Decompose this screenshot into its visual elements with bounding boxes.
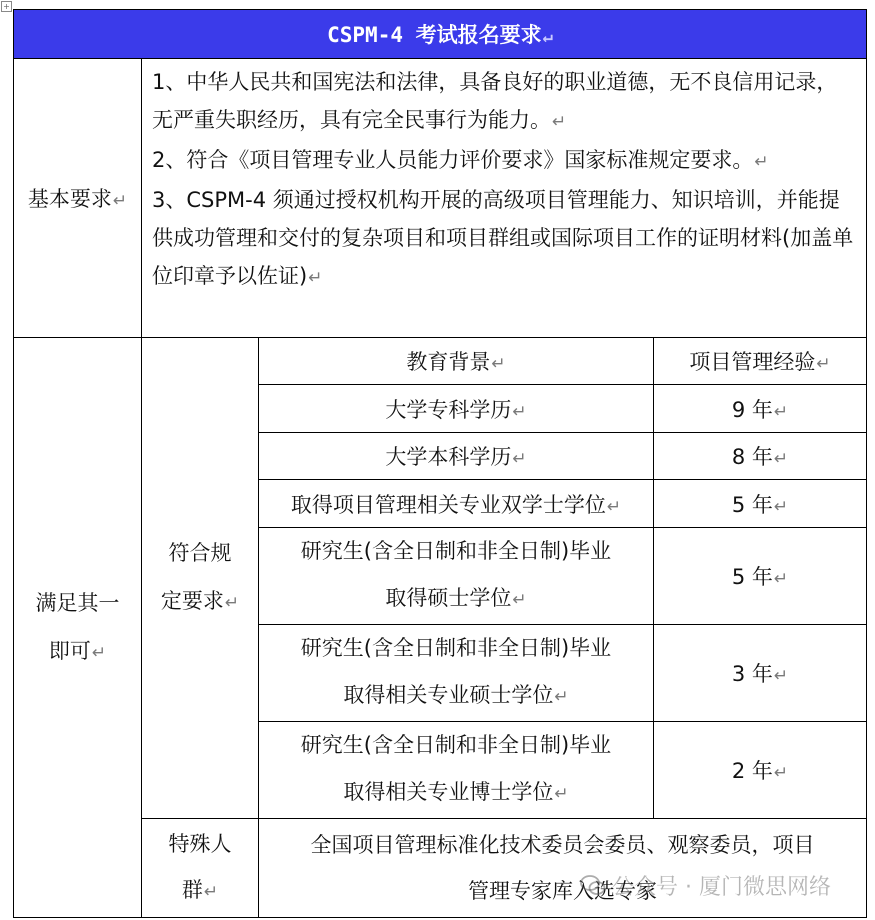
- special-label: 特殊人 群↵: [142, 819, 259, 918]
- anchor-icon: +: [1, 1, 12, 12]
- education-cell: 取得项目管理相关专业双学士学位↵: [259, 480, 654, 528]
- education-cell: 大学本科学历↵: [259, 433, 654, 480]
- education-cell: 研究生(含全日制和非全日制)毕业 取得相关专业博士学位↵: [259, 722, 654, 819]
- either-label: 满足其一 即可↵: [14, 338, 142, 918]
- return-mark: ↵: [542, 27, 553, 47]
- experience-cell: 9 年↵: [654, 385, 867, 433]
- basic-item-2: 2、符合《项目管理专业人员能力评价要求》国家标准规定要求。↵: [152, 148, 769, 172]
- basic-requirements-body: [142, 59, 867, 338]
- experience-cell: 2 年↵: [654, 722, 867, 819]
- basic-requirements-label: 基本要求↵: [14, 59, 142, 338]
- experience-cell: 5 年↵: [654, 480, 867, 528]
- education-cell: 研究生(含全日制和非全日制)毕业 取得硕士学位↵: [259, 528, 654, 625]
- wechat-icon: [580, 874, 606, 902]
- watermark: 公众号 · 厦门微思网络: [580, 870, 831, 902]
- education-cell: 大学专科学历↵: [259, 385, 654, 433]
- table-title: [14, 10, 867, 59]
- table-title-text: CSPM-4 考试报名要求: [327, 23, 542, 47]
- basic-item-3: 3、CSPM-4 须通过授权机构开展的高级项目管理能力、知识培训，并能提供成功管理和交付的复杂项目和项目群组或国际项目工作的证明材料(加盖单位印章予以佐证)↵: [152, 188, 854, 288]
- education-header: 教育背景↵: [259, 338, 654, 385]
- regular-label: 符合规 定要求↵: [142, 338, 259, 819]
- experience-cell: 8 年↵: [654, 433, 867, 480]
- experience-header: 项目管理经验↵: [654, 338, 867, 385]
- experience-cell: 5 年↵: [654, 528, 867, 625]
- experience-cell: 3 年↵: [654, 625, 867, 722]
- basic-item-1: 1、中华人民共和国宪法和法律，具备良好的职业道德，无不良信用记录，无严重失职经历，具有完全民事行为能力。↵: [152, 70, 838, 132]
- education-cell: 研究生(含全日制和非全日制)毕业 取得相关专业硕士学位↵: [259, 625, 654, 722]
- special-description: 全国项目管理标准化技术委员会委员、观察委员，项目 管理专家库入选专家: [259, 819, 867, 918]
- requirements-table: [13, 9, 867, 918]
